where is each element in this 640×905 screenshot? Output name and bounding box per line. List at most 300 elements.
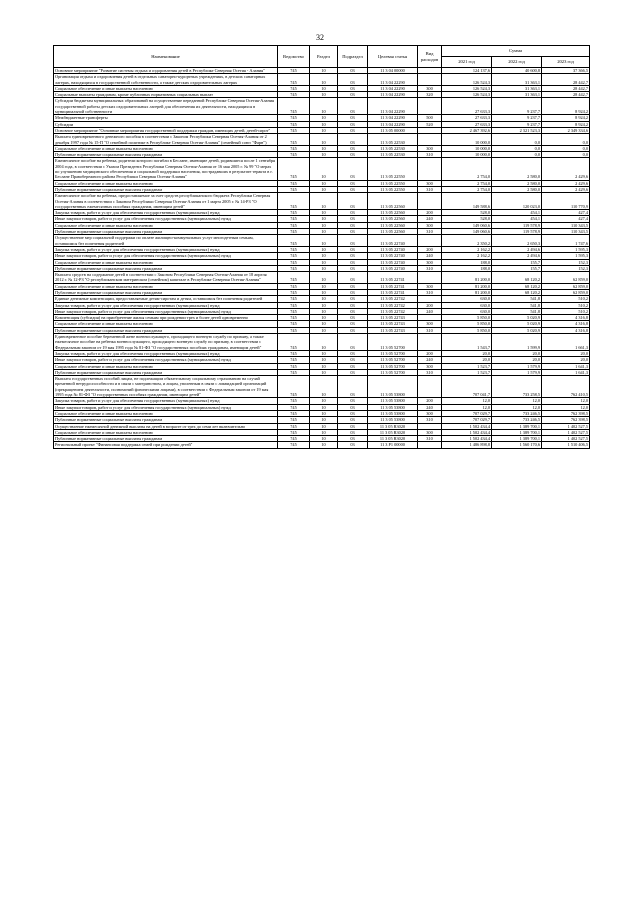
row-celevaya-statya: 11 3 05 22560 <box>368 210 418 216</box>
row-sum-2021: 1 523,7 <box>442 369 492 375</box>
row-sum-2021: 126 524,3 <box>442 74 492 86</box>
row-name: Основное мероприятие "Развитие системы отдыха и оздоровления детей в Республике Северная Осетия - Алания" <box>54 68 278 74</box>
row-vid-rashodov: 300 <box>418 85 442 91</box>
row-sum-2022: 119 578,9 <box>492 222 542 228</box>
row-name: Региональный проект "Финансовая поддержка семей при рождении детей" <box>54 442 278 448</box>
row-vedomstvo: 745 <box>278 410 310 416</box>
row-vid-rashodov: 300 <box>418 410 442 416</box>
row-razdel: 10 <box>310 74 338 86</box>
row-sum-2021: 630,0 <box>442 296 492 302</box>
row-name: Социальное обеспечение и иные выплаты населению <box>54 321 278 327</box>
row-vedomstvo: 745 <box>278 315 310 321</box>
row-celevaya-statya: 11 3 05 22530 <box>368 145 418 151</box>
row-vid-rashodov: 300 <box>418 259 442 265</box>
row-sum-2023: 510,2 <box>542 302 590 308</box>
row-sum-2021: 10 000,0 <box>442 152 492 158</box>
row-celevaya-statya: 11 3 05 53800 <box>368 376 418 398</box>
row-sum-2021: 528,0 <box>442 210 492 216</box>
row-vedomstvo: 745 <box>278 363 310 369</box>
row-sum-2023: 28 442,7 <box>542 92 590 98</box>
row-name: Публичные нормативные социальные выплаты гражданам <box>54 436 278 442</box>
row-name: Публичные нормативные социальные выплаты гражданам <box>54 417 278 423</box>
row-sum-2022: 1 579,9 <box>492 363 542 369</box>
row-sum-2022: 0,0 <box>492 152 542 158</box>
row-vid-rashodov <box>418 334 442 351</box>
row-vedomstvo: 745 <box>278 74 310 86</box>
row-razdel: 10 <box>310 222 338 228</box>
row-razdel: 10 <box>310 145 338 151</box>
row-vedomstvo: 745 <box>278 272 310 284</box>
row-podrazdel: 03 <box>338 265 368 271</box>
row-sum-2023: 4 316,8 <box>542 321 590 327</box>
row-sum-2021: 2 754,0 <box>442 186 492 192</box>
row-vid-rashodov: 240 <box>418 253 442 259</box>
row-sum-2021: 5 850,0 <box>442 327 492 333</box>
row-name: Основное мероприятие "Основные мероприятия государственной поддержки граждан, имеющих детей, детей-сирот" <box>54 127 278 133</box>
page-number: 32 <box>316 33 324 42</box>
row-name: Публичные нормативные социальные выплаты гражданам <box>54 152 278 158</box>
table-row <box>54 376 590 398</box>
row-vedomstvo: 745 <box>278 115 310 121</box>
row-sum-2022: 20,0 <box>492 357 542 363</box>
row-sum-2021: 81 200,0 <box>442 289 492 295</box>
row-vid-rashodov: 310 <box>418 369 442 375</box>
row-sum-2023: 1 641,3 <box>542 363 590 369</box>
row-sum-2021: 27 633,3 <box>442 115 492 121</box>
row-celevaya-statya: 11 3 05 22560 <box>368 216 418 222</box>
row-razdel: 10 <box>310 357 338 363</box>
row-sum-2023: 1 402 527,5 <box>542 423 590 429</box>
row-sum-2023: 0,0 <box>542 152 590 158</box>
header-vid-rashodov: Вид расходов <box>418 46 442 68</box>
row-vedomstvo: 745 <box>278 98 310 115</box>
row-razdel: 10 <box>310 376 338 398</box>
row-sum-2021: 10 000,0 <box>442 134 492 146</box>
row-sum-2022: 119 578,9 <box>492 229 542 235</box>
row-name: Иные закупки товаров, работ и услуг для обеспечения государственных (муниципальных) нужд <box>54 308 278 314</box>
row-podrazdel: 03 <box>338 296 368 302</box>
row-podrazdel: 03 <box>338 357 368 363</box>
row-vid-rashodov: 300 <box>418 145 442 151</box>
row-razdel: 10 <box>310 246 338 252</box>
row-sum-2023: 4 316,8 <box>542 315 590 321</box>
row-name: Компенсация (субсидия) на приобретение жилья семьям при рождении трех и более детей одновременно <box>54 315 278 321</box>
row-sum-2022: 2 494,6 <box>492 246 542 252</box>
row-celevaya-statya: 11 3 05 52700 <box>368 369 418 375</box>
row-sum-2023: 110 343,5 <box>542 229 590 235</box>
table-body <box>54 68 590 449</box>
row-sum-2021: 20,0 <box>442 357 492 363</box>
row-sum-2022: 733 246,5 <box>492 417 542 423</box>
table-row <box>54 158 590 180</box>
table-row <box>54 442 590 448</box>
row-vid-rashodov: 310 <box>418 327 442 333</box>
row-sum-2023: 510,2 <box>542 308 590 314</box>
row-vedomstvo: 745 <box>278 259 310 265</box>
row-sum-2023: 110 343,5 <box>542 222 590 228</box>
row-sum-2022: 155,7 <box>492 259 542 265</box>
row-sum-2021: 20,0 <box>442 350 492 356</box>
row-sum-2023: 8 924,2 <box>542 98 590 115</box>
row-razdel: 10 <box>310 68 338 74</box>
row-sum-2022: 120 023,0 <box>492 193 542 210</box>
row-sum-2022: 1 389 700,1 <box>492 423 542 429</box>
row-vedomstvo: 745 <box>278 235 310 247</box>
row-name: Ежемесячное пособие на ребенка, предоставляемое за счет средств республиканского бюджета Республики Северная Осетия-Алания в соответствии с Законом Республики Северная Осетия-Алания от 1 марта 2005 г. № 14-РЗ "О государственных ежемесячных пособиях гражданам, имеющим детей" <box>54 193 278 210</box>
row-sum-2021: 5 850,0 <box>442 315 492 321</box>
row-celevaya-statya: 11 3 05 52700 <box>368 357 418 363</box>
row-vedomstvo: 745 <box>278 404 310 410</box>
row-celevaya-statya: 11 3 05 53800 <box>368 398 418 404</box>
row-sum-2023: 8 924,2 <box>542 115 590 121</box>
row-name: Социальное обеспечение и иные выплаты населению <box>54 259 278 265</box>
row-celevaya-statya: 11 3 04 22290 <box>368 74 418 86</box>
row-razdel: 10 <box>310 92 338 98</box>
table-row <box>54 272 590 284</box>
row-podrazdel: 03 <box>338 145 368 151</box>
row-podrazdel: 03 <box>338 350 368 356</box>
row-sum-2021: 1 502 434,4 <box>442 436 492 442</box>
row-vedomstvo: 745 <box>278 180 310 186</box>
row-name: Публичные нормативные социальные выплаты гражданам <box>54 186 278 192</box>
header-celevaya-statya: Целевая статья <box>368 46 418 68</box>
row-celevaya-statya: 11 3 05 22550 <box>368 180 418 186</box>
header-name: Наименование <box>54 46 278 68</box>
row-celevaya-statya: 11 3 05 53800 <box>368 410 418 416</box>
table-row <box>54 235 590 247</box>
row-celevaya-statya: 11 3 05 22740 <box>368 259 418 265</box>
row-sum-2022: 68 120,2 <box>492 289 542 295</box>
row-vedomstvo: 745 <box>278 152 310 158</box>
row-sum-2022: 31 363,1 <box>492 74 542 86</box>
row-vid-rashodov <box>418 158 442 180</box>
row-sum-2023: 4 316,8 <box>542 327 590 333</box>
row-sum-2022: 2 650,3 <box>492 235 542 247</box>
row-razdel: 10 <box>310 289 338 295</box>
row-podrazdel: 03 <box>338 429 368 435</box>
table-row <box>54 98 590 115</box>
row-sum-2022: 454,1 <box>492 216 542 222</box>
row-vid-rashodov <box>418 442 442 448</box>
row-name: Выплата государственных пособий лицам, не подлежащим обязательному социальному страхованию на случай временной нетрудоспособности и в связи с материнством, и лицам, уволенным в связи с ликвидацией организаций (прекращением деятельности, полномочий физическими лицами), в соответствии с Федеральным законом от 19 мая 1995 года № 81-ФЗ "О государственных пособиях гражданам, имеющим детей" <box>54 376 278 398</box>
row-sum-2023: 8 924,2 <box>542 121 590 127</box>
row-vid-rashodov: 310 <box>418 265 442 271</box>
row-podrazdel: 03 <box>338 115 368 121</box>
row-sum-2023: 1 595,3 <box>542 253 590 259</box>
row-razdel: 10 <box>310 259 338 265</box>
row-celevaya-statya: 11 3 04 22290 <box>368 98 418 115</box>
row-sum-2022: 9 237,7 <box>492 121 542 127</box>
row-sum-2023: 1 402 527,5 <box>542 436 590 442</box>
row-sum-2023: 762 410,5 <box>542 376 590 398</box>
row-razdel: 10 <box>310 186 338 192</box>
row-podrazdel: 03 <box>338 308 368 314</box>
row-vedomstvo: 745 <box>278 350 310 356</box>
row-sum-2023: 2 429,6 <box>542 158 590 180</box>
row-sum-2022: 1 579,9 <box>492 369 542 375</box>
row-vedomstvo: 745 <box>278 229 310 235</box>
row-sum-2021: 126 524,3 <box>442 85 492 91</box>
row-razdel: 10 <box>310 134 338 146</box>
row-sum-2022: 733 258,5 <box>492 376 542 398</box>
row-name: Закупка товаров, работ и услуг для обеспечения государственных (муниципальных) нужд <box>54 302 278 308</box>
row-vedomstvo: 745 <box>278 145 310 151</box>
row-podrazdel: 03 <box>338 134 368 146</box>
row-vid-rashodov: 300 <box>418 363 442 369</box>
row-podrazdel: 03 <box>338 180 368 186</box>
row-vedomstvo: 745 <box>278 210 310 216</box>
row-celevaya-statya: 11 3 05 22743 <box>368 321 418 327</box>
row-sum-2022: 0,0 <box>492 145 542 151</box>
row-sum-2023: 1 595,3 <box>542 246 590 252</box>
row-sum-2023: 762 398,5 <box>542 417 590 423</box>
row-razdel: 10 <box>310 283 338 289</box>
row-vedomstvo: 745 <box>278 85 310 91</box>
row-celevaya-statya: 11 3 05 52700 <box>368 350 418 356</box>
row-podrazdel: 03 <box>338 442 368 448</box>
row-razdel: 10 <box>310 321 338 327</box>
table-row <box>54 334 590 351</box>
row-sum-2022: 733 246,5 <box>492 410 542 416</box>
row-vid-rashodov: 300 <box>418 180 442 186</box>
row-celevaya-statya: 11 3 05 22740 <box>368 253 418 259</box>
row-sum-2022: 2 580,0 <box>492 186 542 192</box>
row-podrazdel: 03 <box>338 92 368 98</box>
row-podrazdel: 03 <box>338 74 368 86</box>
row-podrazdel: 03 <box>338 289 368 295</box>
row-sum-2021: 5 850,0 <box>442 321 492 327</box>
row-podrazdel: 03 <box>338 404 368 410</box>
row-sum-2023: 1 510 406,5 <box>542 442 590 448</box>
row-razdel: 10 <box>310 442 338 448</box>
row-vedomstvo: 745 <box>278 193 310 210</box>
row-sum-2021: 124 137,6 <box>442 68 492 74</box>
row-celevaya-statya: 11 3 05 22741 <box>368 283 418 289</box>
row-celevaya-statya: 11 3 05 R3020 <box>368 429 418 435</box>
row-podrazdel: 03 <box>338 246 368 252</box>
row-vid-rashodov: 300 <box>418 222 442 228</box>
row-razdel: 10 <box>310 327 338 333</box>
row-vedomstvo: 745 <box>278 289 310 295</box>
row-vedomstvo: 745 <box>278 327 310 333</box>
row-celevaya-statya: 11 3 05 22743 <box>368 327 418 333</box>
row-razdel: 10 <box>310 253 338 259</box>
row-name: Социальное обеспечение и иные выплаты населению <box>54 363 278 369</box>
row-name: Иные закупки товаров, работ и услуг для обеспечения государственных (муниципальных) нужд <box>54 404 278 410</box>
row-celevaya-statya: 11 3 05 22740 <box>368 246 418 252</box>
row-sum-2022: 2 580,0 <box>492 180 542 186</box>
row-sum-2021: 1 543,7 <box>442 334 492 351</box>
row-celevaya-statya: 11 3 05 R3020 <box>368 436 418 442</box>
row-sum-2023: 2 349 334,6 <box>542 127 590 133</box>
row-celevaya-statya: 11 3 05 22560 <box>368 193 418 210</box>
row-sum-2022: 20,0 <box>492 350 542 356</box>
row-razdel: 10 <box>310 98 338 115</box>
row-podrazdel: 03 <box>338 410 368 416</box>
row-sum-2021: 2 754,0 <box>442 158 492 180</box>
row-name: Осуществление ежемесячной денежной выплаты на детей в возрасте от трех до семи лет включительно <box>54 423 278 429</box>
row-name: Социальное обеспечение и иные выплаты населению <box>54 222 278 228</box>
row-celevaya-statya: 11 3 05 22550 <box>368 158 418 180</box>
row-vedomstvo: 745 <box>278 283 310 289</box>
row-sum-2022: 0,0 <box>492 134 542 146</box>
row-vedomstvo: 745 <box>278 121 310 127</box>
row-vid-rashodov: 300 <box>418 283 442 289</box>
row-vedomstvo: 745 <box>278 265 310 271</box>
row-razdel: 10 <box>310 369 338 375</box>
row-vid-rashodov <box>418 74 442 86</box>
row-sum-2021: 188,0 <box>442 265 492 271</box>
row-podrazdel: 03 <box>338 193 368 210</box>
row-sum-2023: 12,0 <box>542 398 590 404</box>
row-name: Социальное обеспечение и иные выплаты населению <box>54 283 278 289</box>
row-podrazdel: 03 <box>338 376 368 398</box>
row-sum-2023: 427,4 <box>542 216 590 222</box>
row-name: Социальные выплаты гражданам, кроме публичных нормативных социальных выплат <box>54 92 278 98</box>
row-name: Организация отдыха и оздоровления детей в отдельных санаторно-курортных учреждениях, в детских санаторных лагерях, находящихся в государственной собственности, а также детских оздоровительных лагерях <box>54 74 278 86</box>
row-sum-2021: 707 029,7 <box>442 417 492 423</box>
row-sum-2023: 2 429,6 <box>542 180 590 186</box>
row-sum-2021: 707 041,7 <box>442 376 492 398</box>
row-sum-2021: 27 633,3 <box>442 121 492 127</box>
header-podrazdel: Подраздел <box>338 46 368 68</box>
row-podrazdel: 03 <box>338 259 368 265</box>
row-razdel: 10 <box>310 398 338 404</box>
row-razdel: 10 <box>310 216 338 222</box>
row-podrazdel: 03 <box>338 369 368 375</box>
row-podrazdel: 03 <box>338 436 368 442</box>
row-sum-2023: 62 859,0 <box>542 283 590 289</box>
row-vid-rashodov: 320 <box>418 92 442 98</box>
row-celevaya-statya: 11 3 05 22530 <box>368 134 418 146</box>
row-name: Закупка товаров, работ и услуг для обеспечения государственных (муниципальных) нужд <box>54 350 278 356</box>
row-vedomstvo: 745 <box>278 134 310 146</box>
row-vedomstvo: 745 <box>278 186 310 192</box>
row-razdel: 10 <box>310 180 338 186</box>
row-sum-2023: 152,3 <box>542 259 590 265</box>
row-sum-2022: 68 120,2 <box>492 272 542 284</box>
row-podrazdel: 03 <box>338 85 368 91</box>
row-podrazdel: 03 <box>338 229 368 235</box>
row-vid-rashodov <box>418 193 442 210</box>
row-razdel: 10 <box>310 302 338 308</box>
row-sum-2021: 188,0 <box>442 259 492 265</box>
row-sum-2022: 40 600,8 <box>492 68 542 74</box>
row-vedomstvo: 745 <box>278 222 310 228</box>
row-vedomstvo: 745 <box>278 398 310 404</box>
row-sum-2023: 1 747,6 <box>542 235 590 247</box>
row-name: Закупка товаров, работ и услуг для обеспечения государственных (муниципальных) нужд <box>54 398 278 404</box>
table-row <box>54 74 590 86</box>
row-name: Иные закупки товаров, работ и услуг для обеспечения государственных (муниципальных) нужд <box>54 253 278 259</box>
row-vedomstvo: 745 <box>278 417 310 423</box>
row-podrazdel: 03 <box>338 272 368 284</box>
row-podrazdel: 03 <box>338 216 368 222</box>
row-celevaya-statya: 11 3 05 53800 <box>368 404 418 410</box>
row-celevaya-statya: 11 3 05 52700 <box>368 363 418 369</box>
row-sum-2021: 10 000,0 <box>442 145 492 151</box>
row-podrazdel: 03 <box>338 152 368 158</box>
row-vedomstvo: 745 <box>278 369 310 375</box>
row-name: Ежемесячное пособие на ребенка, родители которого погибли в Беслане, имеющие детей, родившиеся после 1 сентября 2004 года, в соответствии с Указом Президента Республики Северная Осетия-Алания от 16 мая 2005 г. № 99 "О мерах по улучшению медицинского обеспечения и социальной поддержки населения, пострадавших в результате теракта в г. Беслане Правобережного района Республики Северная Осетия-Алания" <box>54 158 278 180</box>
row-razdel: 10 <box>310 115 338 121</box>
row-sum-2022: 1 599,9 <box>492 334 542 351</box>
row-sum-2021: 1 486 898,8 <box>442 442 492 448</box>
table-row <box>54 134 590 146</box>
row-vid-rashodov: 300 <box>418 429 442 435</box>
row-celevaya-statya: 11 3 05 22743 <box>368 315 418 321</box>
row-sum-2021: 1 502 434,4 <box>442 429 492 435</box>
row-celevaya-statya: 11 3 04 22290 <box>368 92 418 98</box>
row-razdel: 10 <box>310 417 338 423</box>
row-sum-2021: 2 754,0 <box>442 180 492 186</box>
row-vid-rashodov: 200 <box>418 398 442 404</box>
row-podrazdel: 03 <box>338 327 368 333</box>
row-sum-2023: 0,0 <box>542 134 590 146</box>
row-razdel: 10 <box>310 423 338 429</box>
row-vedomstvo: 745 <box>278 357 310 363</box>
row-razdel: 10 <box>310 152 338 158</box>
row-sum-2022: 2 580,0 <box>492 158 542 180</box>
row-podrazdel: 03 <box>338 158 368 180</box>
row-sum-2022: 5 020,9 <box>492 315 542 321</box>
row-sum-2023: 762 398,5 <box>542 410 590 416</box>
row-sum-2023: 1 641,3 <box>542 369 590 375</box>
row-celevaya-statya: 11 3 04 22290 <box>368 85 418 91</box>
row-podrazdel: 03 <box>338 186 368 192</box>
row-razdel: 10 <box>310 350 338 356</box>
row-razdel: 10 <box>310 85 338 91</box>
row-razdel: 10 <box>310 127 338 133</box>
row-razdel: 10 <box>310 296 338 302</box>
row-vid-rashodov: 310 <box>418 229 442 235</box>
row-name: Социальное обеспечение и иные выплаты населению <box>54 410 278 416</box>
header-summa: Сумма <box>442 46 590 57</box>
row-vedomstvo: 745 <box>278 127 310 133</box>
row-vedomstvo: 745 <box>278 68 310 74</box>
header-year-2023: 2023 год <box>542 57 590 68</box>
row-podrazdel: 03 <box>338 127 368 133</box>
row-podrazdel: 03 <box>338 398 368 404</box>
row-razdel: 10 <box>310 193 338 210</box>
row-name: Публичные нормативные социальные выплаты гражданам <box>54 289 278 295</box>
row-celevaya-statya: 11 3 05 R3020 <box>368 423 418 429</box>
row-vid-rashodov <box>418 235 442 247</box>
row-celevaya-statya: 11 3 05 00000 <box>368 127 418 133</box>
row-name: Субсидии <box>54 121 278 127</box>
row-podrazdel: 03 <box>338 253 368 259</box>
row-sum-2023: 12,0 <box>542 404 590 410</box>
row-vedomstvo: 745 <box>278 92 310 98</box>
row-name: Иные закупки товаров, работ и услуг для обеспечения государственных (муниципальных) нужд <box>54 216 278 222</box>
row-celevaya-statya: 11 3 05 22741 <box>368 272 418 284</box>
row-sum-2021: 1 523,7 <box>442 363 492 369</box>
row-razdel: 10 <box>310 404 338 410</box>
row-sum-2021: 149 588,6 <box>442 193 492 210</box>
row-vedomstvo: 745 <box>278 429 310 435</box>
row-celevaya-statya: 11 3 05 22742 <box>368 308 418 314</box>
row-sum-2021: 12,0 <box>442 398 492 404</box>
row-podrazdel: 03 <box>338 417 368 423</box>
row-vedomstvo: 745 <box>278 296 310 302</box>
row-sum-2022: 68 120,2 <box>492 283 542 289</box>
header-year-2022: 2022 год <box>492 57 542 68</box>
row-sum-2021: 707 029,7 <box>442 410 492 416</box>
row-vid-rashodov: 200 <box>418 246 442 252</box>
row-vedomstvo: 745 <box>278 158 310 180</box>
row-sum-2022: 31 363,1 <box>492 85 542 91</box>
row-sum-2023: 62 859,0 <box>542 289 590 295</box>
